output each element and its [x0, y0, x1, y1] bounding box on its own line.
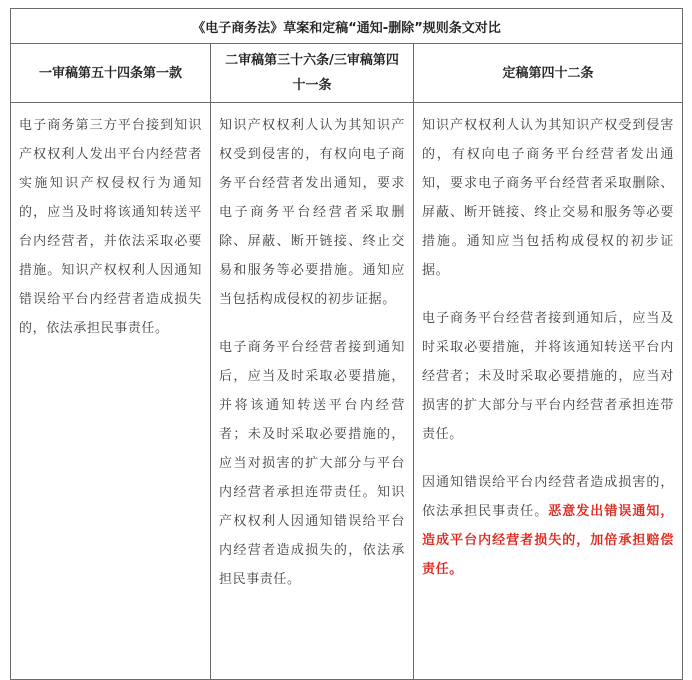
final-draft-liability-text: 因通知错误给平台内经营者造成损害的，依法承担民事责任。 — [422, 475, 675, 519]
column-header-final-draft: 定稿第四十二条 — [414, 44, 683, 103]
second-draft-paragraph-1: 知识产权权利人认为其知识产权受到侵害的，有权向电子商务平台经营者发出通知，要求电子商务平台经营者采取删除、屏蔽、断开链接、终止交易和服务等必要措施。通知应当包括构成侵权的初步证据。 — [219, 118, 405, 307]
header-row — [11, 44, 683, 103]
final-draft-cell — [414, 103, 683, 680]
second-third-draft-cell — [211, 103, 414, 680]
column-header-second-third-draft: 二审稿第三十六条/三审稿第四十一条 — [211, 44, 414, 103]
column-header-first-draft: 一审稿第五十四条第一款 — [11, 44, 211, 103]
final-draft-paragraph-1: 知识产权权利人认为其知识产权受到侵害的，有权向电子商务平台经营者发出通知，要求电子商务平台经营者采取删除、屏蔽、断开链接、终止交易和服务等必要措施。通知应当包括构成侵权的初步证据。 — [422, 118, 675, 278]
content-row — [11, 103, 683, 680]
first-draft-cell — [11, 103, 211, 680]
table-title: 《电子商务法》草案和定稿“通知-删除”规则条文对比 — [11, 9, 683, 44]
first-draft-paragraph: 电子商务第三方平台接到知识产权权利人发出平台内经营者实施知识产权侵权行为通知的，应当及时将该通知转送平台内经营者，并依法采取必要措施。知识产权权利人因通知错误给平台内经营者造成损失的，依法承担民事责任。 — [19, 118, 202, 336]
comparison-table — [10, 8, 683, 680]
final-draft-paragraph-2: 电子商务平台经营者接到通知后，应当及时采取必要措施，并将该通知转送平台内经营者；未及时采取必要措施的，应当对损害的扩大部分与平台内经营者承担连带责任。 — [422, 311, 675, 442]
final-draft-paragraph-3 — [422, 468, 674, 584]
title-row — [11, 9, 683, 44]
final-draft-new-clause-highlight: 恶意发出错误通知，造成平台内经营者损失的，加倍承担赔偿责任。 — [422, 504, 675, 577]
second-draft-paragraph-2: 电子商务平台经营者接到通知后，应当及时采取必要措施，并将该通知转送平台内经营者；未及时采取必要措施的，应当对损害的扩大部分与平台内经营者承担连带责任。知识产权权利人因通知错误给平台内经营者造成损失的，依法承担民事责任。 — [219, 340, 405, 587]
